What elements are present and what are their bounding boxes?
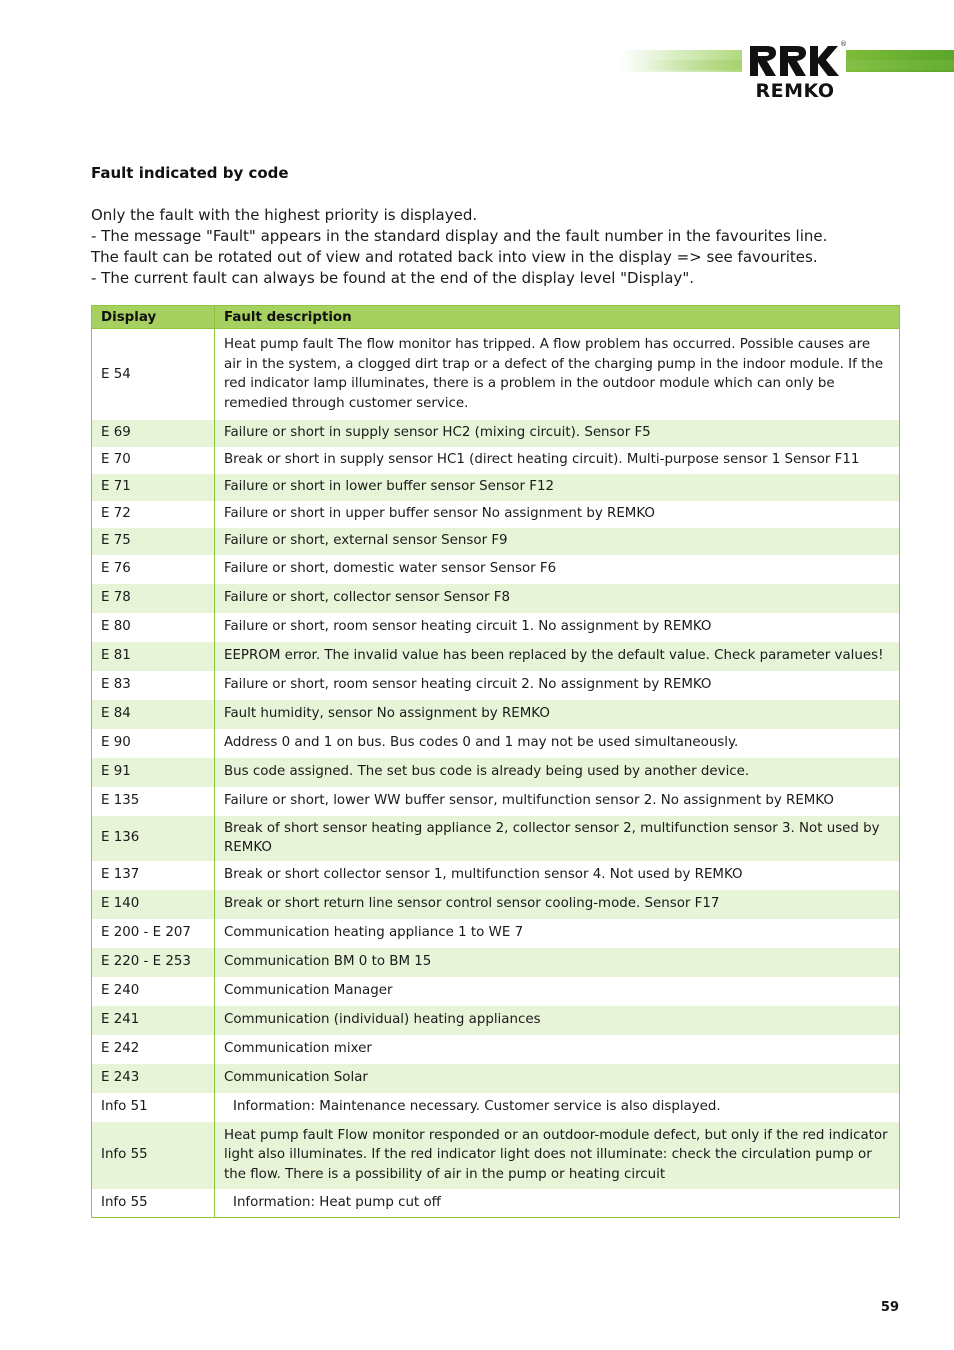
fault-description: Failure or short, collector sensor Sensor F8 bbox=[215, 584, 900, 613]
fault-description: Failure or short, domestic water sensor Sensor F6 bbox=[215, 555, 900, 584]
fault-code: E 91 bbox=[92, 758, 215, 787]
fault-code: E 80 bbox=[92, 613, 215, 642]
fault-code: E 69 bbox=[92, 420, 215, 447]
fault-code: Info 55 bbox=[92, 1122, 215, 1189]
fault-description: Communication Manager bbox=[215, 977, 900, 1006]
table-row bbox=[92, 861, 900, 890]
fault-code: E 200 - E 207 bbox=[92, 919, 215, 948]
table-row bbox=[92, 729, 900, 758]
fault-description: Failure or short, lower WW buffer sensor, multifunction sensor 2. No assignment by REMKO bbox=[215, 787, 900, 816]
fault-code: E 54 bbox=[92, 329, 215, 420]
fault-description: Heat pump fault The flow monitor has tripped. A flow problem has occurred. Possible causes are air in the system, a clogged dirt trap or a defect of the charging pump in the indoor module. If the red indicator lamp illuminates, there is a problem in the outdoor module which can only be remedied through customer service. bbox=[215, 329, 900, 420]
column-header-fault-description: Fault description bbox=[215, 306, 900, 329]
remko-logo-mark-icon bbox=[746, 42, 842, 80]
table-row bbox=[92, 948, 900, 977]
table-row bbox=[92, 528, 900, 555]
table-row bbox=[92, 919, 900, 948]
logo-wordmark: REMKO bbox=[755, 80, 835, 102]
column-header-display: Display bbox=[92, 306, 215, 329]
fault-code: E 71 bbox=[92, 474, 215, 501]
fault-description: Break of short sensor heating appliance 2, collector sensor 2, multifunction sensor 3. Not used by REMKO bbox=[215, 816, 900, 861]
intro-line: The fault can be rotated out of view and rotated back into view in the display => see favourites. bbox=[91, 248, 818, 266]
fault-code: E 78 bbox=[92, 584, 215, 613]
table-row bbox=[92, 671, 900, 700]
table-row bbox=[92, 584, 900, 613]
table-row bbox=[92, 890, 900, 919]
fault-description: Break or short in supply sensor HC1 (direct heating circuit). Multi-purpose sensor 1 Sensor F11 bbox=[215, 447, 900, 474]
table-row bbox=[92, 1093, 900, 1122]
fault-description: Fault humidity, sensor No assignment by REMKO bbox=[215, 700, 900, 729]
fault-code: E 81 bbox=[92, 642, 215, 671]
fault-code: E 137 bbox=[92, 861, 215, 890]
fault-description: Failure or short, external sensor Sensor F9 bbox=[215, 528, 900, 555]
table-row bbox=[92, 977, 900, 1006]
intro-line: Only the fault with the highest priority is displayed. bbox=[91, 206, 478, 224]
intro-line: - The current fault can always be found at the end of the display level "Display". bbox=[91, 269, 694, 287]
fault-description: Break or short return line sensor control sensor cooling-mode. Sensor F17 bbox=[215, 890, 900, 919]
section-title: Fault indicated by code bbox=[91, 164, 289, 182]
fault-code: E 136 bbox=[92, 816, 215, 861]
fault-code: E 76 bbox=[92, 555, 215, 584]
fault-description: EEPROM error. The invalid value has been replaced by the default value. Check parameter values! bbox=[215, 642, 900, 671]
fault-description: Communication (individual) heating appliances bbox=[215, 1006, 900, 1035]
table-row bbox=[92, 758, 900, 787]
table-row bbox=[92, 447, 900, 474]
fault-description: Communication Solar bbox=[215, 1064, 900, 1093]
fault-code: E 84 bbox=[92, 700, 215, 729]
intro-line: - The message "Fault" appears in the standard display and the fault number in the favourites line. bbox=[91, 227, 828, 245]
fault-code: E 220 - E 253 bbox=[92, 948, 215, 977]
fault-description: Failure or short in upper buffer sensor No assignment by REMKO bbox=[215, 501, 900, 528]
fault-code: Info 51 bbox=[92, 1093, 215, 1122]
remko-logo bbox=[742, 40, 846, 104]
fault-code: Info 55 bbox=[92, 1189, 215, 1218]
table-header-row bbox=[92, 306, 900, 329]
table-row bbox=[92, 555, 900, 584]
fault-description: Bus code assigned. The set bus code is already being used by another device. bbox=[215, 758, 900, 787]
fault-code: E 70 bbox=[92, 447, 215, 474]
table-row bbox=[92, 1064, 900, 1093]
page-number: 59 bbox=[880, 1300, 899, 1315]
fault-description: Failure or short in supply sensor HC2 (mixing circuit). Sensor F5 bbox=[215, 420, 900, 447]
table-row bbox=[92, 642, 900, 671]
fault-code: E 140 bbox=[92, 890, 215, 919]
table-row bbox=[92, 474, 900, 501]
registered-mark: ® bbox=[840, 40, 847, 48]
fault-code: E 241 bbox=[92, 1006, 215, 1035]
fault-description: Failure or short, room sensor heating circuit 2. No assignment by REMKO bbox=[215, 671, 900, 700]
fault-code: E 242 bbox=[92, 1035, 215, 1064]
fault-code: E 240 bbox=[92, 977, 215, 1006]
fault-code: E 75 bbox=[92, 528, 215, 555]
fault-code: E 83 bbox=[92, 671, 215, 700]
table-row bbox=[92, 1189, 900, 1218]
fault-code: E 90 bbox=[92, 729, 215, 758]
fault-description: Failure or short in lower buffer sensor Sensor F12 bbox=[215, 474, 900, 501]
fault-description: Break or short collector sensor 1, multifunction sensor 4. Not used by REMKO bbox=[215, 861, 900, 890]
fault-code: E 72 bbox=[92, 501, 215, 528]
table-row bbox=[92, 787, 900, 816]
fault-description: Communication BM 0 to BM 15 bbox=[215, 948, 900, 977]
table-row bbox=[92, 501, 900, 528]
fault-description: Information: Heat pump cut off bbox=[215, 1189, 900, 1218]
fault-description: Failure or short, room sensor heating circuit 1. No assignment by REMKO bbox=[215, 613, 900, 642]
table-row bbox=[92, 329, 900, 420]
intro-text bbox=[91, 205, 911, 289]
table-row bbox=[92, 816, 900, 861]
table-row bbox=[92, 1035, 900, 1064]
table-row bbox=[92, 700, 900, 729]
table-row bbox=[92, 1122, 900, 1189]
table-row bbox=[92, 1006, 900, 1035]
fault-description: Communication mixer bbox=[215, 1035, 900, 1064]
fault-description: Address 0 and 1 on bus. Bus codes 0 and 1 may not be used simultaneously. bbox=[215, 729, 900, 758]
fault-code-table bbox=[91, 305, 900, 1218]
fault-description: Communication heating appliance 1 to WE 7 bbox=[215, 919, 900, 948]
table-row bbox=[92, 420, 900, 447]
fault-description: Heat pump fault Flow monitor responded or an outdoor-module defect, but only if the red indicator light also illuminates. If the red indicator light does not illuminate: check the circulation pump or the flow. There is a possibility of air in the pump or heating circuit bbox=[215, 1122, 900, 1189]
fault-code: E 243 bbox=[92, 1064, 215, 1093]
table-row bbox=[92, 613, 900, 642]
fault-code: E 135 bbox=[92, 787, 215, 816]
fault-description: Information: Maintenance necessary. Customer service is also displayed. bbox=[215, 1093, 900, 1122]
